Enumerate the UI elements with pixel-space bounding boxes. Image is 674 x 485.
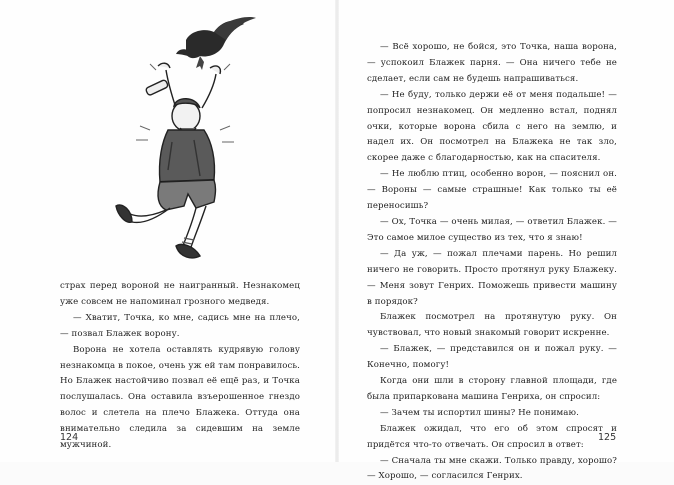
paragraph: — Сначала ты мне скажи. Только правду, хорошо? — Хорошо, — согласился Генрих. <box>367 455 617 482</box>
page-number-left: 124 <box>60 432 79 443</box>
paragraph: Ворона не хотела оставлять кудрявую голову незнакомца в покое, очень уж ей там понравилось. Но Блажек настойчиво позвал её ещё раз, и Точка послушалась. Она оставила взъерошенное гнездо волос и слетела на плечо Блажека. Оттуда она внимательно следила за сидевшим на земле мужчиной. <box>60 344 300 451</box>
paragraph: — Ох, Точка — очень милая, — ответил Блажек. — Это самое милое существо из тех, что я знаю! <box>367 216 617 243</box>
paragraph: — Да уж, — пожал плечами парень. Но решил ничего не говорить. Просто протянул руку Блажеку. — Меня зовут Генрих. Поможешь привести машину в порядок? <box>367 248 617 307</box>
paragraph: — Зачем ты испортил шины? Не понимаю. <box>380 407 579 418</box>
paragraph: — Не буду, только держи её от меня подальше! — попросил незнакомец. Он медленно встал, поднял очки, которые ворона сбила с него на землю, и надел их. Он посмотрел на Блажека не так зло, скорее даже с благодарностью, как на спасителя. <box>367 89 617 164</box>
crow-icon <box>176 17 256 70</box>
left-page-text <box>60 279 300 454</box>
illustration-man-with-crow <box>96 10 256 275</box>
paragraph: Блажек ожидал, что его об этом спросят и придётся что-то отвечать. Он спросил в ответ: <box>367 423 617 450</box>
paragraph: Блажек посмотрел на протянутую руку. Он чувствовал, что новый знакомый говорит искренне. <box>367 312 617 339</box>
paragraph: — Не люблю птиц, особенно ворон, — пояснил он. — Вороны — самые страшные! Как только ты её переносишь? <box>367 169 617 212</box>
man-figure <box>116 63 220 258</box>
paragraph: — Блажек, — представился он и пожал руку. — Конечно, помогу! <box>367 344 617 371</box>
left-page <box>0 0 337 462</box>
paragraph: — Хватит, Точка, ко мне, садись мне на плечо, — позвал Блажек ворону. <box>60 312 300 339</box>
right-page-text <box>367 40 617 485</box>
paragraph: Когда они шли в сторону главной площади, где была припаркована машина Генриха, он спросил: <box>367 376 617 402</box>
page-number-right: 125 <box>598 432 617 443</box>
paragraph: страх перед вороной не наигранный. Незнакомец уже совсем не напоминал грозного медведя. <box>60 281 300 307</box>
paragraph: — Всё хорошо, не бойся, это Точка, наша ворона, — успокоил Блажек парня. — Она ничего тебе не сделает, если сам не будешь напрашиваться. <box>367 42 617 84</box>
right-page <box>337 0 674 482</box>
